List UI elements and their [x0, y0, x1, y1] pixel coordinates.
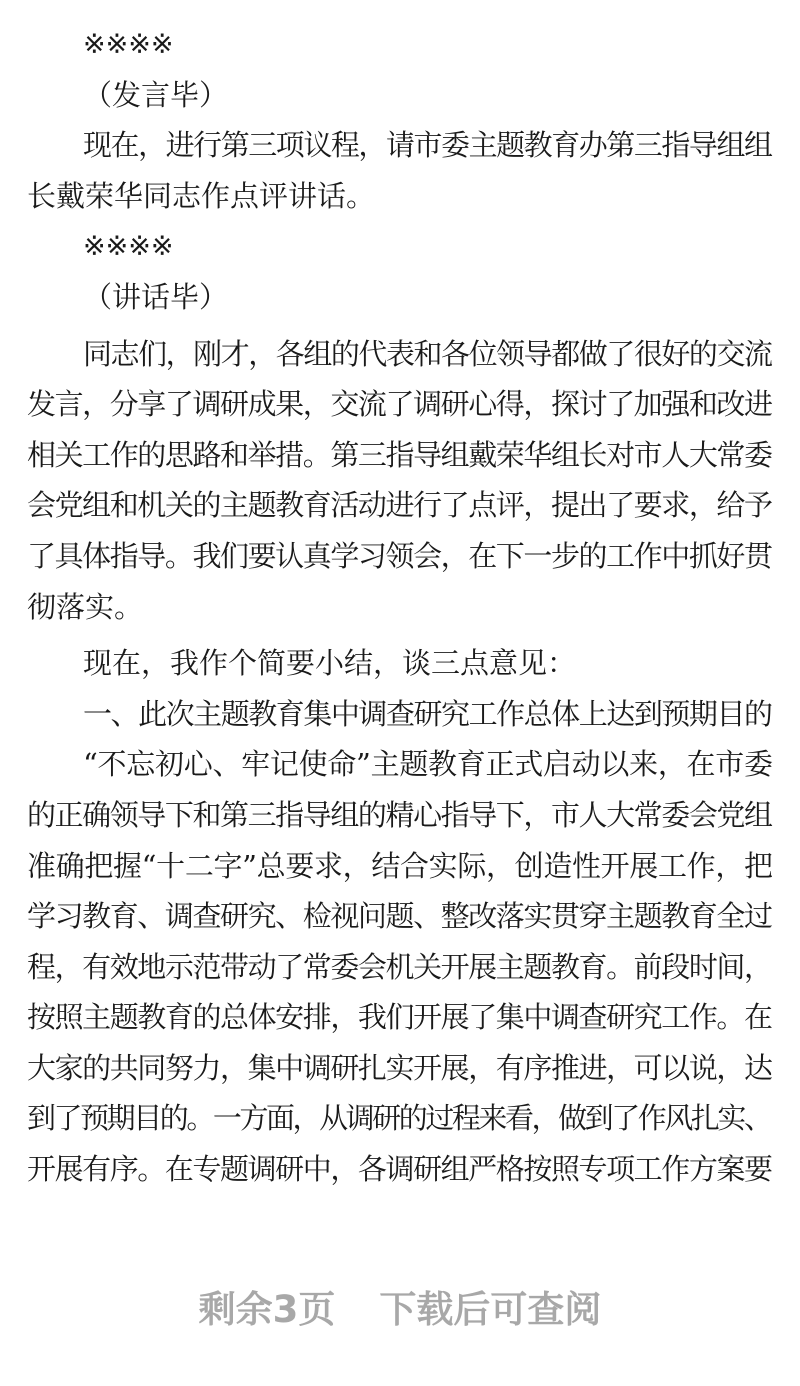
paragraph-line: 彻落实。: [27, 590, 144, 624]
paragraph-line: 学习教育、调查研究、检视问题、整改落实贯穿主题教育全过: [27, 899, 772, 933]
paragraph-line: 到了预期目的。一方面，从调研的过程来看，做到了作风扎实、: [27, 1101, 771, 1135]
paragraph-line: 同志们，刚才，各组的代表和各位领导都做了很好的交流: [83, 337, 772, 371]
stage-note: （发言毕）: [83, 78, 229, 112]
paragraph-line: 准确把握“十二字”总要求，结合实际，创造性开展工作，把: [27, 849, 773, 883]
paragraph-line: 现在，进行第三项议程，请市委主题教育办第三指导组组: [83, 128, 772, 162]
paragraph-line: 现在，我作个简要小结，谈三点意见：: [83, 646, 577, 680]
paragraph-line: 长戴荣华同志作点评讲话。: [27, 179, 376, 213]
remaining-pages-label: 剩余3页: [198, 1288, 336, 1331]
paragraph-line: 大家的共同努力，集中调研扎实开展，有序推进，可以说，达: [27, 1051, 772, 1085]
download-to-view-label: 下载后可查阅: [379, 1288, 602, 1331]
paragraph-line: 相关工作的思路和举措。第三指导组戴荣华组长对市人大常委: [27, 438, 772, 472]
paragraph-line: 程，有效地示范带动了常委会机关开展主题教育。前段时间，: [27, 950, 772, 984]
paragraph-line: 会党组和机关的主题教育活动进行了点评，提出了要求，给予: [27, 488, 772, 522]
paragraph-line: “不忘初心、牢记使命”主题教育正式启动以来，在市委: [83, 747, 773, 781]
paragraph-line: 了具体指导。我们要认真学习领会，在下一步的工作中抓好贯: [27, 539, 772, 573]
paragraph-line: 发言，分享了调研成果，交流了调研心得，探讨了加强和改进: [27, 387, 772, 421]
separator-marks: ※※※※: [83, 231, 174, 262]
separator-marks: ※※※※: [83, 29, 174, 60]
paragraph-line: 的正确领导下和第三指导组的精心指导下，市人大常委会党组: [27, 798, 772, 832]
paragraph-line: 开展有序。在专题调研中，各调研组严格按照专项工作方案要: [27, 1152, 772, 1186]
stage-note: （讲话毕）: [83, 280, 229, 314]
download-prompt[interactable]: [0, 1280, 800, 1340]
paragraph-line: 按照主题教育的总体安排，我们开展了集中调查研究工作。在: [27, 1000, 772, 1034]
section-heading: 一、此次主题教育集中调查研究工作总体上达到预期目的: [83, 697, 772, 731]
